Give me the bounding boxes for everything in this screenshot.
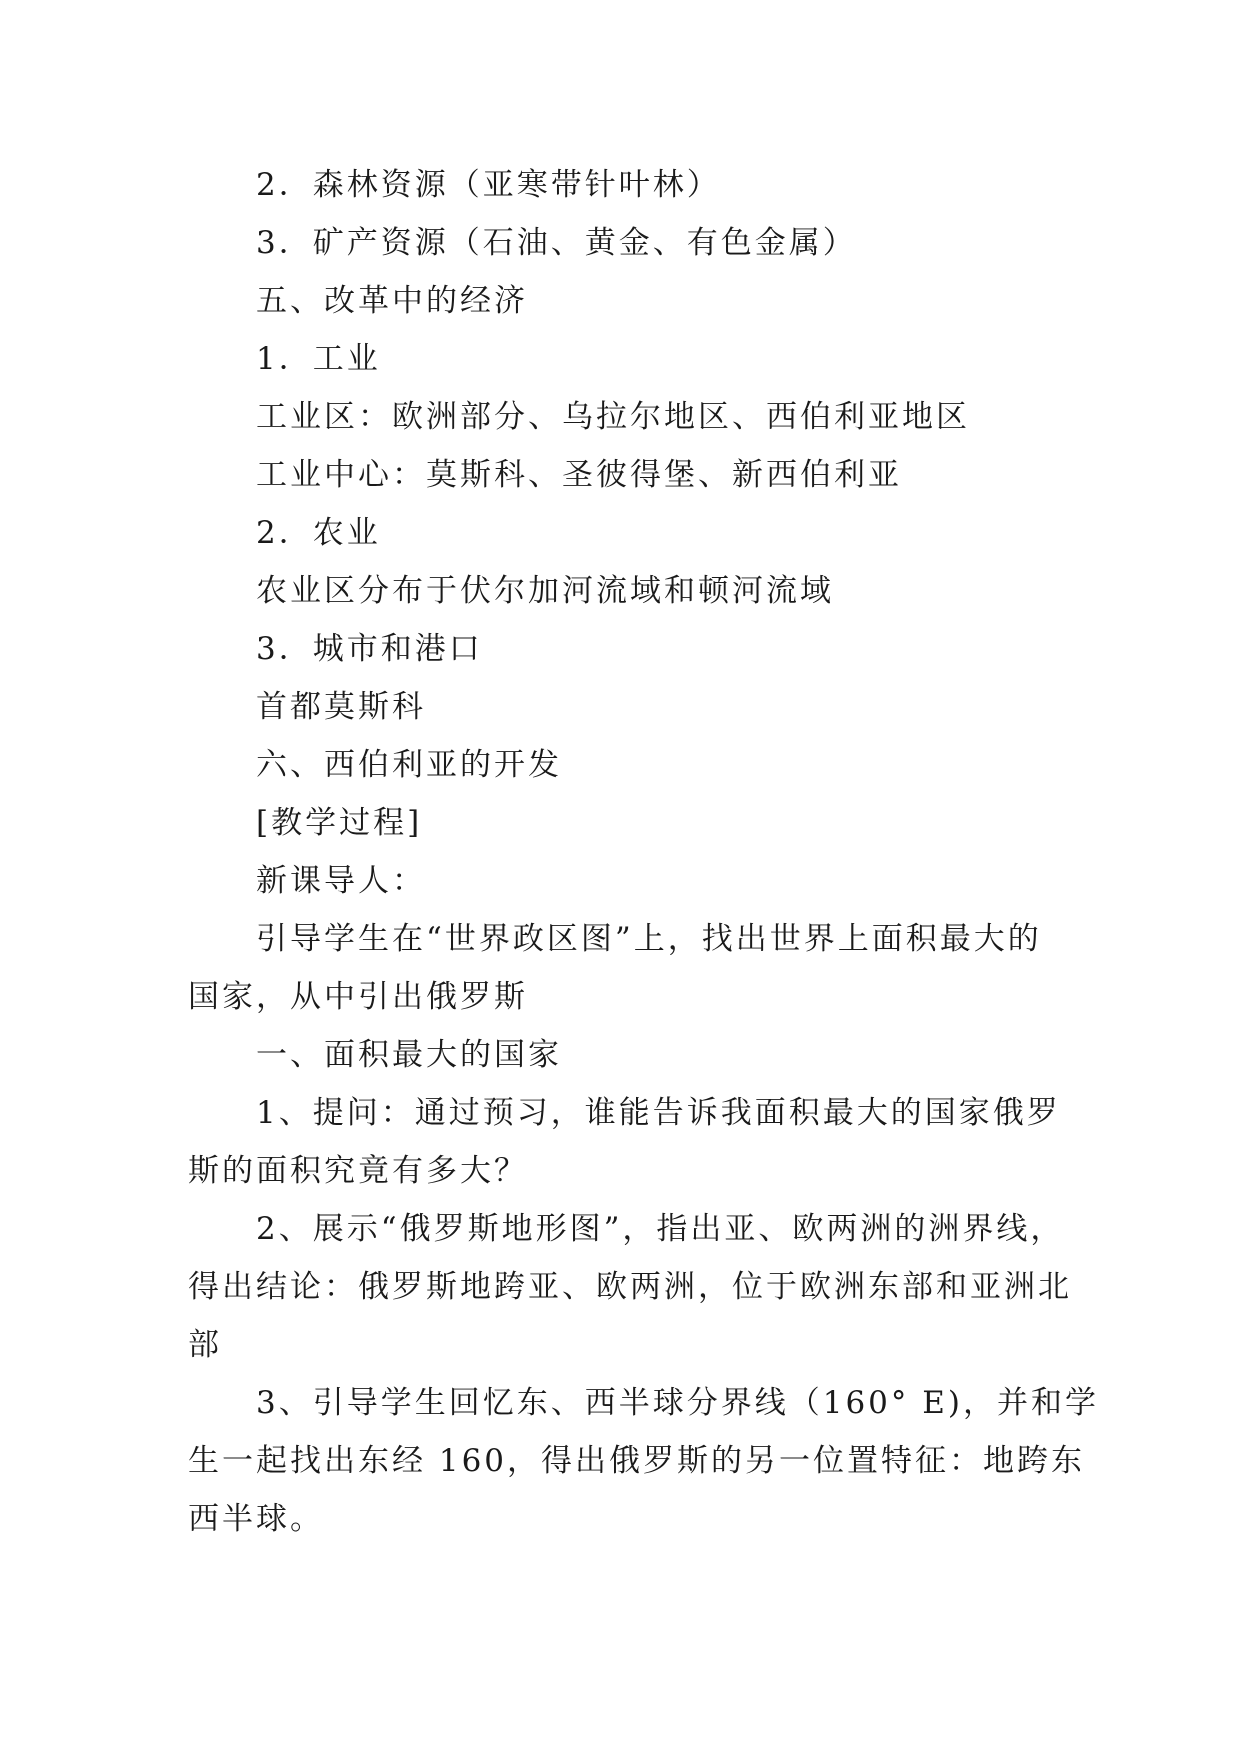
text-line: 农业区分布于伏尔加河流域和顿河流域 [256, 573, 834, 609]
text-line: 西半球。 [188, 1501, 324, 1537]
text-line: 新课导人： [256, 863, 426, 899]
section-heading: 六、西伯利亚的开发 [256, 747, 562, 783]
text-line: 工业中心：莫斯科、圣彼得堡、新西伯利亚 [256, 457, 902, 493]
text-line: 1、提问：通过预习，谁能告诉我面积最大的国家俄罗 [256, 1095, 1061, 1131]
section-heading: 一、面积最大的国家 [256, 1037, 562, 1073]
text-line: 1．工业 [256, 341, 381, 377]
text-line: 3．矿产资源（石油、黄金、有色金属） [256, 225, 857, 261]
text-line: 国家，从中引出俄罗斯 [188, 979, 528, 1015]
text-line: 首都莫斯科 [256, 689, 426, 725]
text-line: 工业区：欧洲部分、乌拉尔地区、西伯利亚地区 [256, 399, 970, 435]
text-line: 斯的面积究竟有多大？ [188, 1153, 528, 1189]
text-line: 2．森林资源（亚寒带针叶林） [256, 167, 721, 203]
text-line: 部 [188, 1327, 222, 1363]
section-heading: 五、改革中的经济 [256, 283, 528, 319]
text-line: 2．农业 [256, 515, 381, 551]
text-line: [教学过程] [256, 805, 423, 841]
text-line: 2、展示“俄罗斯地形图”，指出亚、欧两洲的洲界线， [256, 1211, 1065, 1247]
text-line: 3．城市和港口 [256, 631, 483, 667]
text-line: 生一起找出东经 160，得出俄罗斯的另一位置特征：地跨东 [188, 1443, 1086, 1479]
text-line: 得出结论：俄罗斯地跨亚、欧两洲，位于欧洲东部和亚洲北 [188, 1269, 1072, 1305]
text-line: 3、引导学生回忆东、西半球分界线（160° E)，并和学 [256, 1385, 1099, 1421]
text-line: 引导学生在“世界政区图”上，找出世界上面积最大的 [256, 921, 1042, 957]
